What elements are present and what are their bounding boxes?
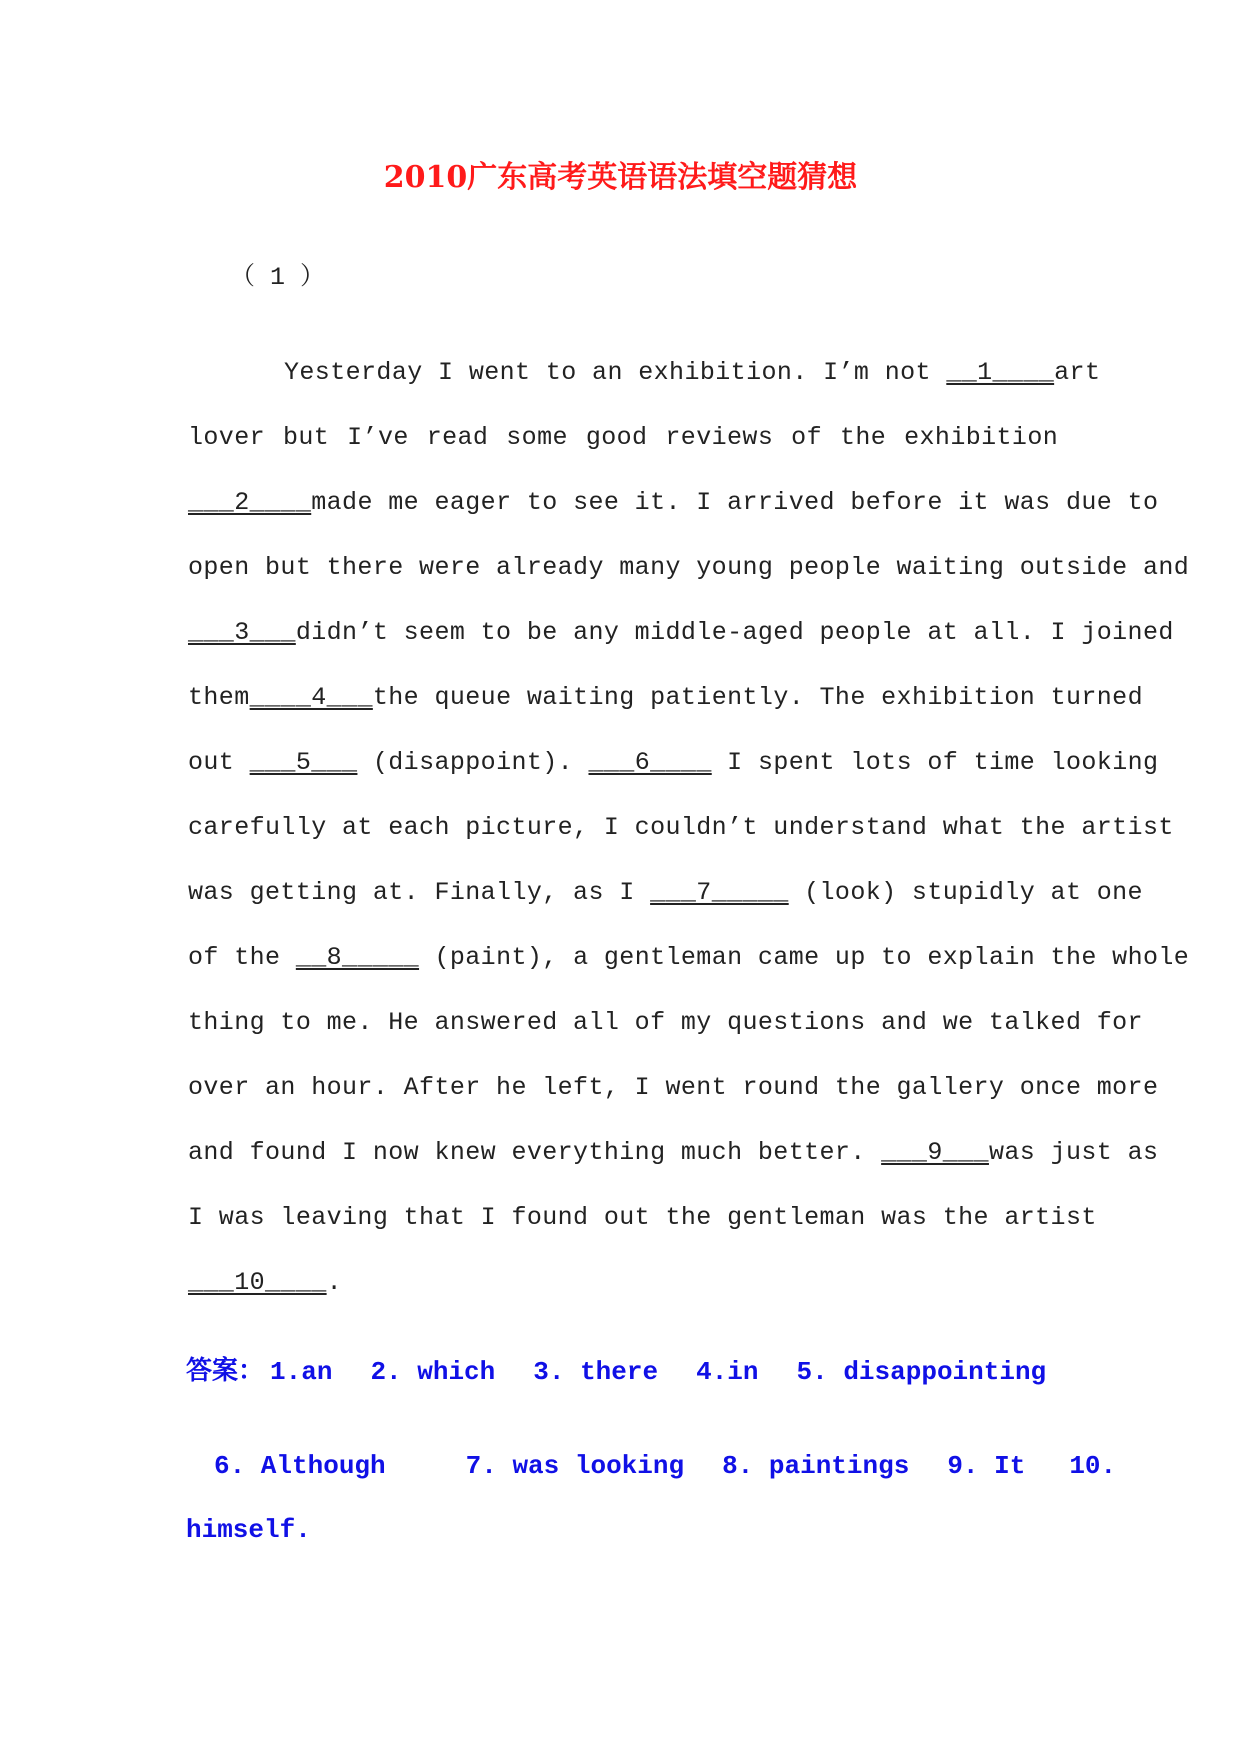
passage-line bbox=[188, 805, 1174, 870]
passage-line bbox=[188, 740, 1159, 805]
answer-10-word: himself. bbox=[186, 1515, 311, 1545]
passage-text: carefully at each picture, I couldn’t understand what the artist bbox=[188, 813, 1174, 842]
passage-text: and found I now knew everything much better. bbox=[188, 1138, 882, 1167]
answer-7: 7. was looking bbox=[465, 1451, 685, 1481]
document-title: 2010广东高考英语语法填空题猜想 bbox=[383, 160, 858, 195]
passage-line bbox=[188, 935, 1190, 1000]
passage-text: open but there were already many young people waiting outside and bbox=[188, 553, 1190, 582]
passage-line bbox=[188, 1065, 1159, 1130]
passage-line bbox=[188, 675, 1143, 740]
answer-6: 6. Although bbox=[214, 1451, 386, 1481]
passage-text: the queue waiting patiently. The exhibition turned bbox=[372, 683, 1143, 712]
answer-8: 8. paintings bbox=[722, 1451, 910, 1481]
passage-line bbox=[188, 1130, 1159, 1195]
passage-text: over an hour. After he left, I went round the gallery once more bbox=[188, 1073, 1159, 1102]
passage-text: out bbox=[188, 748, 250, 777]
answer-line-3 bbox=[186, 1508, 1056, 1572]
passage-line bbox=[188, 415, 1058, 480]
passage-text: art bbox=[1054, 358, 1101, 387]
passage-line bbox=[188, 545, 1190, 610]
passage-text: was just as bbox=[988, 1138, 1159, 1167]
passage-text: . bbox=[326, 1268, 343, 1297]
passage-text: Yesterday I went to an exhibition. I’m not bbox=[284, 358, 947, 387]
answer-9: 9. It bbox=[947, 1451, 1026, 1481]
passage-line bbox=[188, 1000, 1143, 1065]
blank-field: ___2____ bbox=[188, 488, 312, 517]
passage-text: of the bbox=[188, 943, 296, 972]
passage-text: made me eager to see it. I arrived before it was due to bbox=[311, 488, 1159, 517]
blank-field: ___7_____ bbox=[650, 878, 789, 907]
passage-line bbox=[188, 870, 1143, 935]
passage-text: thing to me. He answered all of my questions and we talked for bbox=[188, 1008, 1143, 1037]
blank-field: ___9___ bbox=[881, 1138, 989, 1167]
section-number: （ 1 ） bbox=[230, 263, 326, 292]
answer-10-number: 10. bbox=[1069, 1451, 1117, 1481]
passage-line bbox=[188, 610, 1174, 675]
blank-field: __1____ bbox=[946, 358, 1055, 387]
answer-1: 1.an bbox=[270, 1357, 333, 1387]
passage-text: (paint), a gentleman came up to explain the whole bbox=[419, 943, 1190, 972]
answer-key bbox=[186, 1350, 1117, 1572]
blank-field: ___10____ bbox=[188, 1268, 327, 1297]
blank-field: ___5___ bbox=[249, 748, 358, 777]
passage-line bbox=[188, 1260, 1058, 1325]
answer-label: 答案： bbox=[186, 1357, 265, 1387]
answer-3: 3. there bbox=[533, 1357, 659, 1387]
blank-field: __8_____ bbox=[295, 943, 420, 972]
answer-4: 4.in bbox=[696, 1357, 759, 1387]
passage-text: lover but I’ve read some good reviews of the exhibition bbox=[188, 423, 1059, 452]
blank-field: ___3___ bbox=[188, 618, 296, 647]
passage-text: them bbox=[188, 683, 250, 712]
passage-text: didn’t seem to be any middle-aged people at all. I joined bbox=[295, 618, 1174, 647]
answer-5: 5. disappointing bbox=[796, 1357, 1047, 1387]
passage-text: I spent lots of time looking bbox=[711, 748, 1159, 777]
passage-text: (disappoint). bbox=[357, 748, 589, 777]
passage-text: I was leaving that I found out the gentleman was the artist bbox=[188, 1203, 1097, 1232]
answer-line-2 bbox=[186, 1444, 1117, 1508]
passage-text: (look) stupidly at one bbox=[788, 878, 1143, 907]
passage-line bbox=[188, 350, 1101, 415]
blank-field: ___6____ bbox=[588, 748, 712, 777]
passage-line bbox=[188, 1195, 1097, 1260]
blank-field: ____4___ bbox=[249, 683, 373, 712]
answer-2: 2. which bbox=[370, 1357, 496, 1387]
passage-line bbox=[188, 480, 1159, 545]
answer-line-1 bbox=[186, 1350, 1056, 1444]
passage-text: was getting at. Finally, as I bbox=[188, 878, 651, 907]
cloze-passage bbox=[188, 350, 1190, 1325]
